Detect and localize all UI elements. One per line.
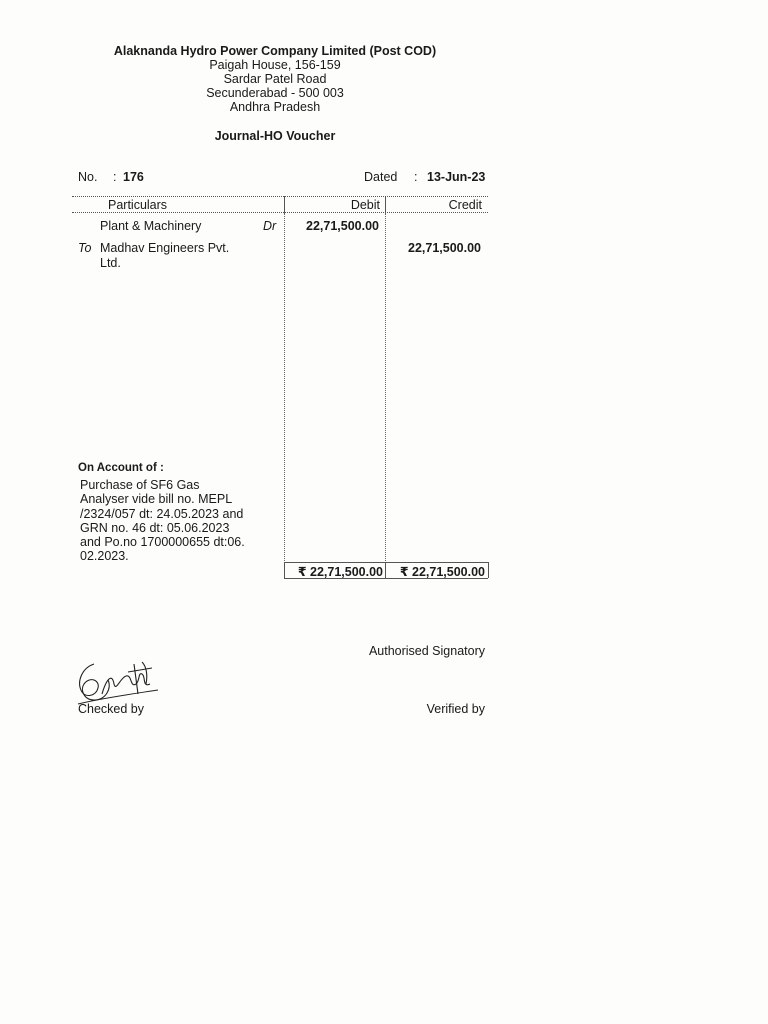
col-divider-2: [385, 213, 386, 563]
company-name: Alaknanda Hydro Power Company Limited (Post COD): [113, 44, 437, 58]
header-debit: Debit: [350, 198, 380, 212]
row-2-account-line-1: Madhav Engineers Pvt.: [100, 241, 230, 255]
voucher-date: 13-Jun-23: [427, 170, 486, 184]
narration-line-6: 02.2023.: [80, 549, 129, 564]
header-particulars: Particulars: [108, 198, 168, 212]
on-account-label: On Account of :: [78, 462, 164, 474]
dated-label: Dated: [364, 170, 398, 184]
row-2-prefix: To: [78, 241, 92, 255]
verified-by: Verified by: [426, 702, 485, 716]
header-credit: Credit: [448, 198, 482, 212]
authorised-signatory: Authorised Signatory: [368, 644, 485, 658]
narration-line-2: Analyser vide bill no. MEPL: [80, 492, 233, 507]
totals-divider-right: [488, 562, 489, 578]
narration-line-3: /2324/057 dt: 24.05.2023 and: [80, 506, 244, 521]
row-2-account-line-2: Ltd.: [100, 255, 121, 270]
address-line-4: Andhra Pradesh: [229, 100, 321, 114]
table-top-rule: [72, 196, 488, 197]
narration-line-5: and Po.no 1700000655 dt:06.: [80, 535, 245, 550]
narration-line-1: Purchase of SF6 Gas: [80, 478, 200, 492]
address-line-2: Sardar Patel Road: [223, 72, 327, 86]
dated-separator: :: [414, 170, 418, 184]
row-1-account: Plant & Machinery: [100, 219, 202, 233]
totals-top-rule: [284, 562, 488, 563]
address-line-3: Secunderabad - 500 003: [206, 86, 344, 100]
header-col-divider-2: [385, 196, 386, 213]
table-header-rule: [72, 212, 488, 213]
totals-divider-left: [284, 562, 285, 578]
header-col-divider-1: [284, 196, 285, 213]
totals-divider-mid: [385, 562, 386, 578]
voucher-no-separator: :: [113, 170, 117, 184]
total-debit: ₹ 22,71,500.00: [297, 565, 383, 579]
address-line-1: Paigah House, 156-159: [209, 58, 341, 72]
total-credit: ₹ 22,71,500.00: [399, 565, 485, 579]
row-2-credit: 22,71,500.00: [408, 241, 481, 255]
voucher-number: 176: [123, 170, 144, 184]
voucher-no-label: No.: [78, 170, 98, 184]
col-divider-1: [284, 213, 285, 563]
narration: [80, 478, 284, 564]
voucher-title: Journal-HO Voucher: [214, 129, 336, 143]
checked-by: Checked by: [78, 702, 145, 716]
narration-line-4: GRN no. 46 dt: 05.06.2023: [80, 520, 230, 535]
row-1-debit: 22,71,500.00: [306, 219, 379, 233]
row-1-type: Dr: [263, 219, 277, 233]
row-2-account: [100, 241, 229, 270]
